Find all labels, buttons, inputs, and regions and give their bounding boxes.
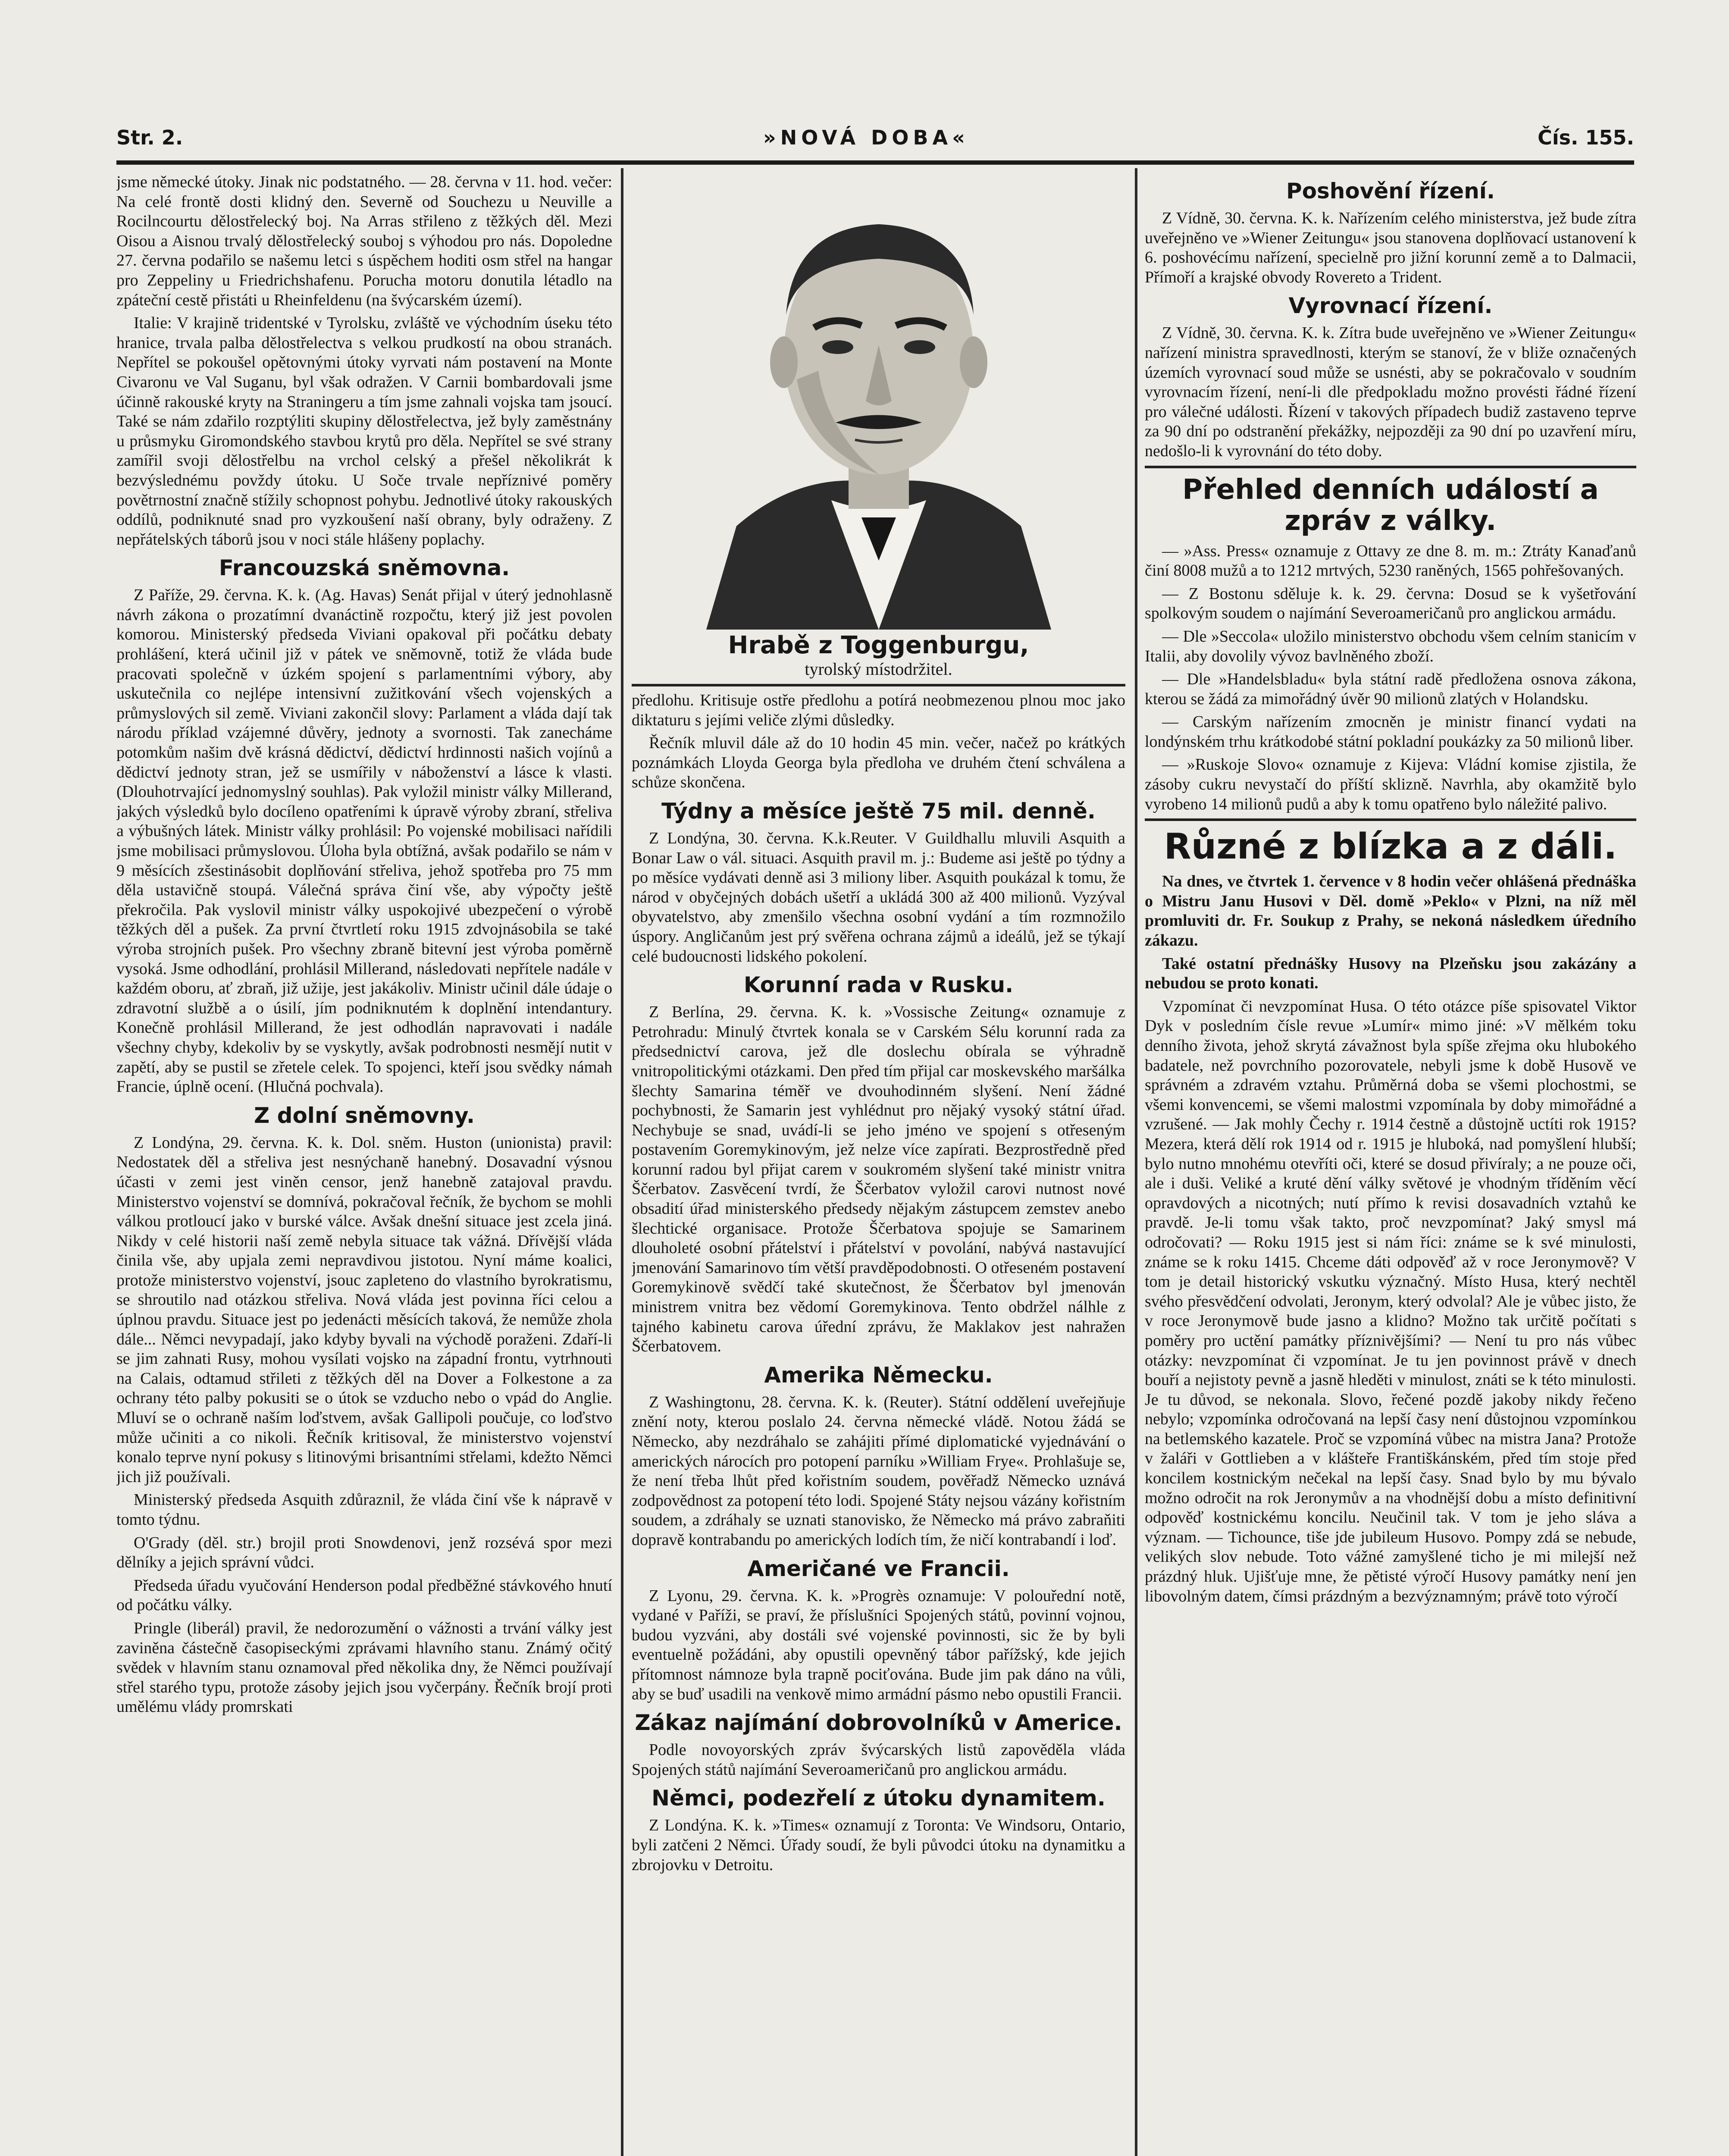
section-heading: Různé z blízka a z dáli. (1164, 826, 1617, 868)
article-paragraph: — Z Bostonu sděluje k. k. 29. června: Dosud se k vyšetřování spolkovým soudem o najímání Severoameričanů pro anglickou armádu. (1145, 584, 1636, 623)
article-paragraph: O'Grady (děl. str.) brojil proti Snowdenovi, jenž rozsévá spor mezi dělníky a jejich správní vůdci. (116, 1533, 612, 1572)
column-middle-text (632, 691, 1125, 1875)
article-paragraph: Na dnes, ve čtvrtek 1. července v 8 hodin večer ohlášená přednáška o Mistru Janu Husovi v Děl. domě »Peklo« v Plzni, na níž měl promluviti dr. Fr. Soukup z Prahy, se nekoná následkem úředního zákazu. (1145, 872, 1636, 950)
column-right (1145, 172, 1636, 2156)
article-paragraph: Podle novoyorských zpráv švýcarských listů zapověděla vláda Spojených států najímání Severoameričanů pro anglickou armádu. (632, 1741, 1125, 1779)
section-heading: Z dolní sněmovny. (254, 1103, 475, 1128)
column-middle (632, 172, 1125, 2156)
section-heading: Amerika Německu. (764, 1362, 993, 1388)
header-rule (116, 160, 1634, 165)
article-paragraph: jsme německé útoky. Jinak nic podstatného. — 28. června v 11. hod. večer: Na celé frontě dosti klidný den. Severně od Souchezu u Neuville a Rocilncourtu dělostřelecký boj. Na Arras střileno z těžkých děl. Mezi Oisou a Aisnou trvalý dělostřelecký souboj s výhodou pro nás. Dopoledne 27. června podařilo se našemu letci s úspěchem hoditi osm střel na hangar pro Zeppeliny u Friedrichshafenu. Porucha motoru donutila létadlo na zpáteční cestě přistáti u Rheinfeldenu (na švýcarském území). (116, 173, 612, 309)
column-divider-right (1135, 168, 1137, 2156)
article-paragraph: Vzpomínat či nevzpomínat Husa. O této otázce píše spisovatel Viktor Dyk v posledním čísle revue »Lumír« mimo jiné: »V mělkém toku denního života, jehož skrytá závažnost byla spíše zřejma oku hlubokého badatele, než povrchního pozorovatele, nebyli jsme k době Husově ve správném a zdravém vztahu. Průměrná doba se všemi plochostmi, se všemi konvencemi, se všemi malostmi vzpomínala by doby mimořádné a vzrušené. — Jak mohly Čechy r. 1914 čestně a důstojně uctíti rok 1915? Mezera, která dělí rok 1914 od r. 1915 je hluboká, nad pomyšlení hlubší; bylo nutno mnohému otevříti oči, které se dosud přivíraly; a ne pouze oči, ale i duši. Veliké a kruté dění války světové je vhodným tříděním věcí opravdových a nicotných; nutí přímo k revisi dosavadních vztahů ke pravdě. Je-li tomu však takto, proč nevzpomínat? Jaký smysl má odročovati? — Roku 1915 jest si nám říci: známe se k své minulosti, známe se k roku 1415. Chceme dáti odpověď až v roce Jeronymově? V tom je detail historický vskutku význačný. Místo Husa, který nechtěl svého přesvědčení odvolati, Jeronym, který odvolal? Ale je vůbec jisto, že v roce Jeronymově bude jasno a klidno? Možno tak určitě počítati s poměry pro uctění památky příznivějšími? — Není tu pro nás vůbec otázky: nevzpomínat či vzpomínat. Je tu jen povinnost právě v dnech bouří a nejistoty pevně a jasně hleděti v minulost, znáti se k této minulosti. Je tu důvod, se nekonala. Slovo, řečené pozdě jakoby nikdy řečeno nebylo; vzpomínka odročovaná na lepší časy není důstojnou vzpomínkou na betlemského kazatele. Proč se vzpomíná vůbec na mistra Jana? Protože v žaláři v Gottlieben a v klášteře Františkánském, před tím stoje před koncilem kostnickým nečekal na lepší časy. Snad bylo by mu bývalo možno odročit na rok Jeronymův a na vhodnější dobu a místo definitivní odpověď kostnickému koncilu. Neučinil tak. V tom je jeho sláva a význam. — Tichounce, tiše jde jubileum Husovo. Pompy zdá se nebude, velikých slov nebude. Toto vážné zamyšlené ticho je mi milejší než prázdný hluk. Ujišťuje mne, že pětisté výročí Husovy památky není jen libovolným datem, čímsi prázdným a bezvýznamným; právě toto výročí (1145, 997, 1636, 1605)
section-heading: Vyrovnací řízení. (1288, 293, 1493, 319)
article-paragraph: Z Paříže, 29. června. K. k. (Ag. Havas) Senát přijal v úterý jednohlasně návrh zákona o prozatímní dvanáctině rozpočtu, který již jest povolen komorou. Ministerský předseda Viviani opakoval při počátku debaty prohlášení, která učinil již v pátek ve sněmovně, totiž že vláda bude pracovati společně v úzkém spojení s parlamentními výbory, aby uskutečnila co nejlépe intensivní zužitkování všech vojenských a průmyslových sil země. Viviani zakončil slovy: Parlament a vláda dají tak národu příklad vzájemné důvěry, jednoty a svornosti. Tak zanecháme potomkům našim dvě krásná dědictví, dědictví hrdinnosti našich vojínů a dědictví jednoty stran, jež se usmířily v náboženství a lásce k vlasti. (Dlouhotrvající jednomyslný souhlas). Pak vyložil ministr války Millerand, jakých výsledků bylo docíleno opatřeními k úpravě výroby zbraní, střeliva a výbušných látek. Ministr války prohlásil: Po vojenské mobilisaci nařídili jsme mobilisaci průmyslovou. Úloha byla obtížná, avšak podařilo se nám v 9 měsících zšestinásobit doplňování střeliva, jehož spotřeba pro 75 mm děla ustavičně stoupá. Válečná správa činí vše, aby výpočty ještě překročila. Pak vyslovil ministr války uspokojivé ubezpečení o výrobě těžkých děl a pušek. Za první čtvrtletí roku 1915 zdvojnásobila se také výroba strojních pušek. Pro všechny zbraně bitevní jest výroba poměrně vysoká. Jsme odhodlání, prohlásil Millerand, následovati nepřítele nadále v každém oboru, ať zbraň, již užije, jest jakákoliv. Ministr učinil dále údaje o zdravotní službě a o úsilí, jím podniknutém k doplnění intendantury. Konečně prohlásil Millerand, že jest odhodlán napravovati i nadále všechny chyby, kdekoliv by se vyskytly, avšak podrobnosti nesmějí nutit v zapětí, aby se pustil se zřetele celek. To spojenci, kteří jsou svědky námah Francie, úplně ocení. (Hlučná pochvala). (116, 586, 612, 1096)
page-number: Str. 2. (116, 126, 183, 149)
article-paragraph: Pringle (liberál) pravil, že nedorozumění o vážnosti a trvání války jest zaviněna částečně časopiseckými zprávami hlavního stanu. Známý očitý svědek v hlavním stanu oznamoval před několika dny, že Němci používají střel starého typu, protože zásoby jejich jsou vyčerpány. Řečník brojí proti umělému vlády promrskati (116, 1619, 612, 1716)
section-rule (1145, 818, 1636, 821)
column-left (116, 172, 612, 2156)
article-paragraph: Také ostatní přednášky Husovy na Plzeňsku jsou zakázány a nebudou se proto konati. (1145, 954, 1636, 993)
section-heading: Američané ve Francii. (747, 1556, 1010, 1581)
column-divider-left (621, 168, 623, 2156)
article-paragraph: — Dle »Seccola« uložilo ministerstvo obchodu všem celním stanicím v Italii, aby dovolily vývoz bavlněného zboží. (1145, 627, 1636, 665)
portrait-caption-name: Hrabě z Toggenburgu, (728, 631, 1029, 659)
portrait-caption-title: tyrolský místodržitel. (805, 659, 952, 679)
page-header (116, 126, 1634, 156)
article-paragraph: Z Londýna, 29. června. K. k. Dol. sněm. Huston (unionista) pravil: Nedostatek děl a střeliva jest nesnýchaně hanebný. Dosavadní výsnou účasti v zemi jest viněn censor, jenž hanebně zatajoval pravdu. Ministerstvo vojenství se domnívá, pokračoval řečník, že bychom se mohli válkou protloucí jako v burské válce. Avšak dnešní situace jest zcela jiná. Nikdy v celé historii naší země nebyla situace tak vážná. Dřívější vláda činila vše, aby upjala zemi nepravdivou jistotou. Nyní máme koalici, protože ministerstvo vojenství, jsouc zapleteno do vlastního byrokratismu, se shroutilo nad otázkou střeliva. Nová vláda jest povinna říci celou a úplnou pravdu. Situace jest po jedenácti měsících taková, že nemůže zhola dále... Němci nevypadají, jako kdyby byvali na východě poraženi. Zdaří-li se jim zahnati Rusy, mohou vysílati vojsko na západní frontu, vytrhnouti na Calais, odtamud střileti z těžkých děl na Dover a Folkestone a za ochrany této palby pokusiti se o útok se vzducho nebo o vpád do Anglie. Mluví se o ochraně naším loďstvem, avšak Gallipoli poučuje, co loďstvo může učiniti a co nikoli. Řečník kritisoval, že ministerstvo vojenství konalo teprve nyní pokusy s litinovými brisantními střelami, kdežto Němci jich již používali. (116, 1133, 612, 1486)
article-paragraph: Z Londýna. K. k. »Times« oznamují z Toronta: Ve Windsoru, Ontario, byli zatčeni 2 Němci. Úřady soudí, že byli původci útoku na dynamitku a zbrojovku v Detroitu. (632, 1816, 1125, 1874)
article-paragraph: předlohu. Kritisuje ostře předlohu a potírá neobmezenou plnou moc jako diktaturu s jejími veliče zlými důsledky. (632, 691, 1125, 729)
article-paragraph: — »Ruskoje Slovo« oznamuje z Kijeva: Vládní komise zjistila, že zásoby cukru nevystačí do příští sklizně. Navrhla, aby okamžitě bylo vyrobeno 14 milionů pudů a aby k tomu opatřeno bylo náležité palivo. (1145, 755, 1636, 813)
section-rule (632, 684, 1125, 686)
section-heading: Francouzská sněmovna. (219, 555, 510, 581)
article-paragraph: Řečník mluvil dále až do 10 hodin 45 min. večer, načež po krátkých poznámkách Lloyda Georga byla předloha ve druhém čtení schválena a schůze skončena. (632, 734, 1125, 792)
section-heading: Korunní rada v Rusku. (743, 972, 1014, 998)
article-paragraph: Ministerský předseda Asquith zdůraznil, že vláda činí vše k nápravě v tomto týdnu. (116, 1491, 612, 1529)
section-rule (1145, 466, 1636, 468)
section-heading: Němci, podezřelí z útoku dynamitem. (652, 1786, 1106, 1811)
article-paragraph: Z Londýna, 30. června. K.k.Reuter. V Guildhallu mluvili Asquith a Bonar Law o vál. situaci. Asquith pravil m. j.: Budeme asi ještě po týdny a po měsíce vydávati denně asi 3 miliony liber. Asquith poukázal k tomu, že národ v obyčejných dobách ušetří a ukládá 300 až 400 milionů. Vyzýval obyvatelstvo, aby zmenšilo všechna osobní vydání a tím rozmnožilo úspory. Angličanům jest prý svěřena ochrana zájmů a ideálů, jež se týkají celé budoucnosti lidského pokolení. (632, 829, 1125, 965)
article-paragraph: — Carským nařízením zmocněn je ministr financí vydati na londýnském trhu krátkodobé státní pokladní poukázky za 50 milionů liber. (1145, 713, 1636, 751)
portrait-block (632, 172, 1125, 686)
section-heading: Týdny a měsíce ještě 75 mil. denně. (661, 798, 1096, 824)
article-paragraph: Předseda úřadu vyučování Henderson podal předběžné stávkového hnutí od počátku války. (116, 1576, 612, 1614)
section-heading: Zákaz najímání dobrovolníků v Americe. (635, 1710, 1122, 1736)
issue-number: Čís. 155. (1538, 126, 1634, 149)
article-paragraph: Z Lyonu, 29. června. K. k. »Progrès oznamuje: V polouřední notě, vydané v Paříži, se praví, že příslušníci Spojených států, povinní vojnou, budou vyzváni, aby dostáli své vojenské povinnosti, sic že by byli eventuelně požádáni, aby opustili opevněný tábor pařížský, kde jejich přítomnost námnoze byla trapně pociťována. Bude jim pak dáno na vůli, aby se buď usadili na venkově mimo armádní pásmo nebo opustili Francii. (632, 1586, 1125, 1703)
article-paragraph: Z Vídně, 30. června. K. k. Zítra bude uveřejněno ve »Wiener Zeitungu« nařízení ministra spravedlnosti, kterým se stanoví, že v bliže označených územích vyrovnací soud může se usnésti, aby se pokračovalo v soudním vyrovnacím řízení, není-li dle předpokladu možno provésti řádné řízení pro válečné události. Řízení v takových případech budiž zastaveno teprve za 90 dní po odstranění překážky, nejpozději za 90 dní po uzavření míru, nedošlo-li k vyrovnání do této doby. (1145, 324, 1636, 460)
section-heading: Poshovění řízení. (1286, 179, 1495, 204)
article-paragraph: Italie: V krajině tridentské v Tyrolsku, zvláště ve východním úseku této hranice, trvala palba dělostřelectva s velkou prudkostí na obou stranách. Nepřítel se pokoušel opětovnými útoky vyrvati nám postavení na Monte Civaronu ve Val Suganu, byl však odražen. V Carnii bombardovali jsme účinně rakouské kryty na Straningeru a tím jsme zahnali vojska tam jsoucí. Také se nám zdařilo rozptýliti skupiny dělostřelectva, jež byly zaměstnány u průsmyku Giromondského stavbou krytů pro děla. Nepřítel se své strany zamířil svoji dělostřelbu na vrchol celský a přešel několikrát k bezvýslednému povždy útoku. U Soče trvale nepříznivé poměry povětrnostní značně stížily schopnost pohybu. Jednotlivé útoky rakouských oddílů, podniknuté snad pro vyzkoušení naší obrany, byly odraženy. Z nepřátelských táborů jsou v noci stále hlášeny poplachy. (116, 314, 612, 548)
portrait-illustration (689, 172, 1068, 630)
article-paragraph: Z Berlína, 29. června. K. k. »Vossische Zeitung« oznamuje z Petrohradu: Minulý čtvrtek konala se v Carském Sélu korunní rada za předsednictví carova, jež dle doslechu obírala se výhradně vnitropolitickými otázkami. Den před tím přijal car moskevského maršálka šlechty Samarina téměř ve dvouhodinném slyšení. Není žádné pochybnosti, že Samarin jest vyhlédnut pro nějaký vysoký státní úřad. Nechybuje se snad, uvádí-li se jeho jméno ve spojení s otřeseným postavením Goremykinovým, jež nelze více zapírati. Bezprostředně před korunní radou byl přijat carem v soukromém slyšení také ministr vnitra Ščerbatov. Zasvěcení tvrdí, že Ščerbatov vyložil carovi nutnost nové obsadití úřad ministerského předsedy nějakým zástupcem zemstev anebo šlechtické organisace. Protože Ščerbatova spojuje se Samarinem dlouholeté osobní přátelství i přátelství v povolání, nabývá nastavující jmenování Samarinovo tím větší pravděpodobnosti. O otřeseném postavení Goremykinově svědčí také skutečnost, že Ščerbatov byl jmenován ministrem vnitra bez vědomí Goremykinova. Tento obdržel nálhle z tajného kabinetu carova úřední zprávu, že Maklakov jest nahražen Ščerbatovem. (632, 1003, 1125, 1356)
article-paragraph: — Dle »Handelsbladu« byla státní radě předložena osnova zákona, kterou se žádá za mimořádný úvěr 90 milionů zlatých v Holandsku. (1145, 670, 1636, 708)
article-paragraph: — »Ass. Press« oznamuje z Ottavy ze dne 8. m. m.: Ztráty Kanaďanů činí 8008 mužů a to 1212 mrtvých, 5230 raněných, 1565 pohřešovaných. (1145, 542, 1636, 580)
newspaper-title: »NOVÁ DOBA« (763, 126, 969, 149)
article-paragraph: Z Vídně, 30. června. K. k. Nařízením celého ministerstva, jež bude zítra uveřejněno ve »Wiener Zeitungu« jsou stanovena doplňovací ustanovení k 6. poshovécímu nařízení, specielně pro jižní korunní země a to Dalmacii, Přímoří a krajské obvody Rovereto a Trident. (1145, 209, 1636, 286)
article-paragraph: Z Washingtonu, 28. června. K. k. (Reuter). Státní oddělení uveřejňuje znění noty, kterou poslalo 24. června německé vládě. Notou žádá se Německo, aby nezdráhalo se zahájiti přímé diplomatické vyjednávání o amerických nárocích pro potopení parníku »William Frye«. Prohlašuje se, že není třeba lhůt před kořistním soudem, pověřadž Německo uznává zodpovědnost za potopení této lodi. Spojené Státy nejsou vázány kořistním soudem, a zdráhaly se uznati stanovisko, že Německo má právo zabraňiti dopravě kontrabandu po amerických lodích tím, že ničí kontrabandí i loď. (632, 1393, 1125, 1549)
section-heading: Přehled denních událostí a zpráv z války. (1182, 473, 1599, 537)
